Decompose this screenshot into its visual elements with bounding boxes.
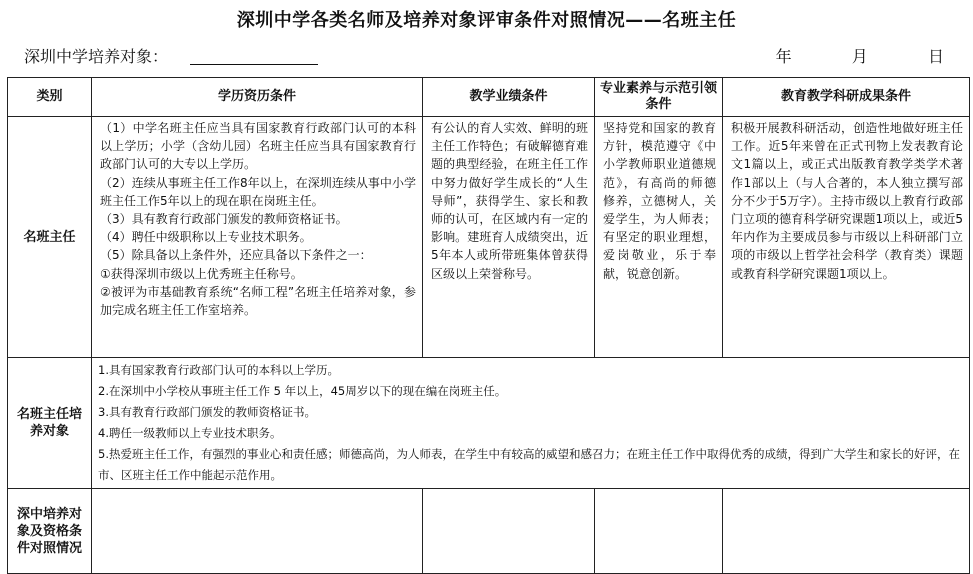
- training-item: 4.聘任一级教师以上专业技术职务。: [98, 426, 282, 440]
- category-training-candidate: 名班主任培养对象: [8, 358, 92, 489]
- performance-conditions: 有公认的育人实效、鲜明的班主任工作特色；有破解德育难题的典型经验，在班主任工作中努力做好学生成长的“人生导师”，获得学生、家长和教师的认可，在区域内有一定的影响。建班育人成绩突出，近5年本人或所带班集体曾获得区级以上荣誉称号。: [423, 117, 595, 358]
- table-row-training-candidate: [8, 358, 970, 489]
- header-performance: 教学业绩条件: [423, 78, 595, 117]
- header-professional: 专业素养与示范引领条件: [595, 78, 723, 117]
- education-item: （1）中学名班主任应当具有国家教育行政部门认可的本科以上学历；小学（含幼儿园）名班主任应当具有国家教育行政部门认可的大专以上学历。: [100, 121, 416, 172]
- header-research: 教育教学科研成果条件: [723, 78, 970, 117]
- month-label: 月: [851, 47, 868, 66]
- training-item: 2.在深圳中小学校从事班主任工作 5 年以上，45周岁以下的现在编在岗班主任。: [98, 384, 507, 398]
- criteria-table: [7, 77, 970, 574]
- page-title: 深圳中学各类名师及培养对象评审条件对照情况——名班主任: [236, 10, 737, 31]
- education-item: （4）聘任中级职称以上专业技术职务。: [100, 230, 312, 245]
- category-master-teacher: 名班主任: [8, 117, 92, 358]
- header-education: 学历资历条件: [92, 78, 423, 117]
- header-category: 类别: [8, 78, 92, 117]
- year-label: 年: [775, 47, 792, 66]
- professional-conditions: 坚持党和国家的教育方针，模范遵守《中小学教师职业道德规范》，有高尚的师德修养，立德树人，关爱学生，为人师表；有坚定的职业理想，爱岗敬业，乐于奉献，锐意创新。: [595, 117, 723, 358]
- comparison-professional-cell[interactable]: [595, 489, 723, 574]
- training-conditions: [92, 358, 970, 489]
- education-conditions: [92, 117, 423, 358]
- comparison-research-cell[interactable]: [723, 489, 970, 574]
- date-fields: [776, 44, 944, 67]
- day-label: 日: [927, 47, 944, 66]
- research-conditions: 积极开展教科研活动，创造性地做好班主任工作。近5年来曾在正式刊物上发表教育论文1篇以上，或正式出版教育教学类学术著作1部以上（与人合著的，本人独立撰写部分不少于5万字）。主持市级以上教育行政部门立项的德育科学研究课题1项以上，或近5年内作为主要成员参与市级以上科研部门立项的市级以上哲学社会科学（教育类）课题或教育科学研究课题1项以上。: [723, 117, 970, 358]
- education-item: （5）除具备以上条件外，还应具备以下条件之一：: [100, 248, 372, 263]
- applicant-line: [24, 44, 944, 68]
- applicant-label: 深圳中学培养对象：: [24, 47, 169, 66]
- education-item: ②被评为市基础教育系统“名师工程”名班主任培养对象，参加完成名班主任工作室培养。: [100, 284, 416, 318]
- category-comparison: 深中培养对象及资格条件对照情况: [8, 489, 92, 574]
- education-item: （3）具有教育行政部门颁发的教师资格证书。: [100, 212, 348, 227]
- applicant-name-blank[interactable]: [190, 46, 318, 65]
- training-item: 1.具有国家教育行政部门认可的本科以上学历。: [98, 363, 339, 377]
- education-item: ①获得深圳市级以上优秀班主任称号。: [100, 266, 303, 281]
- comparison-performance-cell[interactable]: [423, 489, 595, 574]
- training-item: 5.热爱班主任工作，有强烈的事业心和责任感；师德高尚，为人师表，在学生中有较高的威望和感召力；在班主任工作中取得优秀的成绩，得到广大学生和家长的好评，在市、区班主任工作中能起示范作用。: [98, 447, 960, 482]
- education-item: （2）连续从事班主任工作8年以上，在深圳连续从事中小学班主任工作5年以上的现在职在岗班主任。: [100, 175, 416, 208]
- training-item: 3.具有教育行政部门颁发的教师资格证书。: [98, 405, 316, 419]
- table-row-comparison: [8, 489, 970, 574]
- table-row-master-teacher: [8, 117, 970, 358]
- header-row: [8, 78, 970, 117]
- comparison-education-cell[interactable]: [92, 489, 423, 574]
